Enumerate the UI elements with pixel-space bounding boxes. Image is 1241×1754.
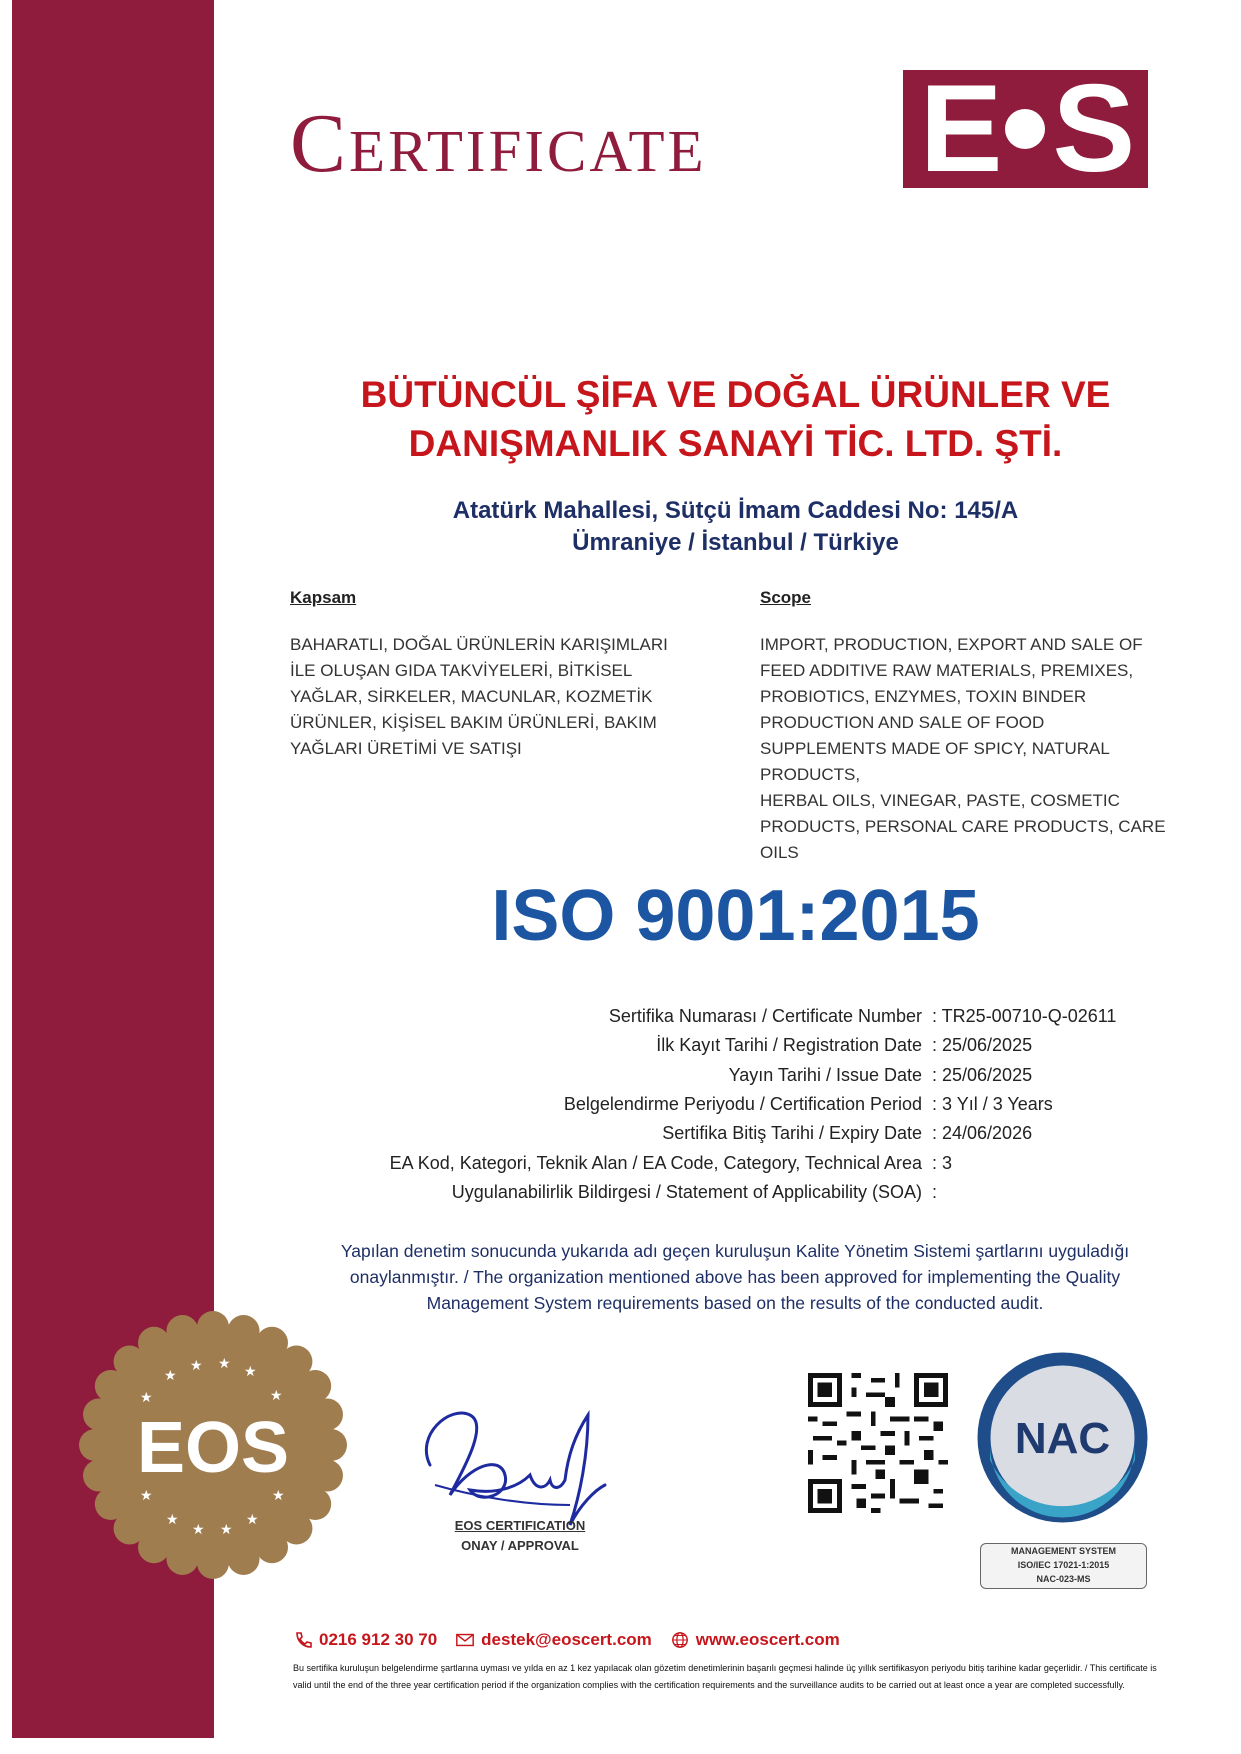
iso-standard: ISO 9001:2015 bbox=[491, 876, 980, 956]
mail-icon bbox=[455, 1631, 475, 1649]
detail-row bbox=[230, 1061, 1230, 1090]
qr-code-icon bbox=[808, 1373, 948, 1513]
detail-value: : 25/06/2025 bbox=[932, 1035, 1033, 1056]
detail-value: : 25/06/2025 bbox=[932, 1064, 1033, 1085]
certificate-details bbox=[230, 1002, 1230, 1207]
svg-text:★: ★ bbox=[272, 1488, 285, 1504]
nac-box-line2: ISO/IEC 17021-1:2015 bbox=[1017, 1560, 1110, 1570]
svg-text:★: ★ bbox=[218, 1356, 231, 1372]
detail-label: İlk Kayıt Tarihi / Registration Date bbox=[656, 1035, 922, 1056]
detail-value: : TR25-00710-Q-02611 bbox=[932, 1006, 1117, 1027]
svg-text:★: ★ bbox=[164, 1368, 177, 1384]
nac-logo-text: NAC bbox=[1014, 1414, 1111, 1463]
certificate-title: Certificate bbox=[290, 97, 707, 190]
detail-value: : 3 Yıl / 3 Years bbox=[932, 1094, 1053, 1115]
fine-print-line1: Bu sertifika kuruluşun belgelendirme şartlarına uyması ve yılda en az 1 kez yapılacak olan gözetim denetimlerinin başarılı geçmesi halinde üç yıllık sertifikasyon periyodu bitiş tarihine kadar geçerlidir. / This certificate is bbox=[293, 1663, 1157, 1673]
detail-label: Belgelendirme Periyodu / Certification Period bbox=[563, 1094, 922, 1115]
seal-scallop bbox=[256, 1531, 288, 1563]
globe-icon bbox=[670, 1631, 690, 1649]
website-url[interactable]: www.eoscert.com bbox=[695, 1630, 840, 1649]
signature-line2: ONAY / APPROVAL bbox=[461, 1538, 579, 1553]
detail-label: Sertifika Bitiş Tarihi / Expiry Date bbox=[662, 1123, 922, 1144]
fine-print bbox=[293, 1660, 1163, 1694]
svg-text:★: ★ bbox=[192, 1522, 205, 1538]
seal-scallop bbox=[299, 1370, 331, 1402]
detail-row bbox=[230, 1148, 1230, 1177]
svg-text:★: ★ bbox=[244, 1364, 257, 1380]
seal-scallop bbox=[79, 1429, 111, 1461]
address-line1: Atatürk Mahallesi, Sütçü İmam Caddesi No: 145/A bbox=[452, 497, 1019, 524]
svg-text:★: ★ bbox=[270, 1388, 283, 1404]
email-contact[interactable] bbox=[455, 1630, 652, 1650]
phone-icon bbox=[293, 1631, 313, 1649]
detail-row bbox=[230, 1090, 1230, 1119]
detail-row bbox=[230, 1178, 1230, 1207]
seal-scallop bbox=[83, 1460, 115, 1492]
address-line2: Ümraniye / İstanbul / Türkiye bbox=[572, 529, 899, 556]
scope-tr-heading: Kapsam bbox=[290, 588, 357, 607]
detail-row bbox=[230, 1031, 1230, 1060]
contact-bar bbox=[293, 1630, 840, 1650]
seal-scallop bbox=[166, 1315, 198, 1347]
detail-value: : 24/06/2026 bbox=[932, 1123, 1033, 1144]
company-name-line2: DANIŞMANLIK SANAYİ TİC. LTD. ŞTİ. bbox=[408, 423, 1063, 464]
nac-box-line3: NAC-023-MS bbox=[1036, 1574, 1091, 1584]
svg-text:★: ★ bbox=[140, 1390, 153, 1406]
seal-scallop bbox=[83, 1398, 115, 1430]
seal-scallop bbox=[315, 1429, 347, 1461]
scope-tr-text: BAHARATLI, DOĞAL ÜRÜNLERİN KARIŞIMLARI İLE OLUŞAN GIDA TAKVİYELERİ, BİTKİSEL YAĞLAR, SİRKELER, MACUNLAR, KOZMETİK ÜRÜNLER, KİŞİSEL BAKIM ÜRÜNLERİ, BAKIM YAĞLARI ÜRETİMİ VE SATIŞI bbox=[290, 635, 668, 758]
statement-line1: Yapılan denetim sonucunda yukarıda adı geçen kuruluşun Kalite Yönetim Sistemi şartlarını uyguladığı bbox=[340, 1241, 1130, 1261]
seal-scallop bbox=[228, 1543, 260, 1575]
phone-number: 0216 912 30 70 bbox=[319, 1630, 438, 1649]
seal-scallop bbox=[138, 1327, 170, 1359]
detail-label: Yayın Tarihi / Issue Date bbox=[728, 1064, 922, 1085]
detail-value: : bbox=[932, 1181, 938, 1202]
approval-statement bbox=[290, 1238, 1180, 1316]
seal-scallop bbox=[197, 1311, 229, 1343]
website-contact[interactable] bbox=[670, 1630, 840, 1650]
phone-contact bbox=[293, 1630, 437, 1650]
seal-scallop bbox=[166, 1543, 198, 1575]
eos-logo: E S bbox=[903, 70, 1148, 188]
seal-scallop bbox=[95, 1488, 127, 1520]
eos-seal-icon bbox=[78, 1310, 348, 1580]
statement-line3: Management System requirements based on the results of the conducted audit. bbox=[426, 1293, 1044, 1313]
detail-row bbox=[230, 1002, 1230, 1031]
seal-scallop bbox=[228, 1315, 260, 1347]
nac-accreditation-icon bbox=[975, 1350, 1150, 1525]
seal-text: EOS bbox=[136, 1408, 290, 1488]
statement-line2: onaylanmıştır. / The organization mentioned above has been approved for implementing the Quality bbox=[349, 1267, 1121, 1287]
email-address[interactable]: destek@eoscert.com bbox=[481, 1630, 652, 1649]
seal-scallop bbox=[311, 1398, 343, 1430]
signature-line1: EOS CERTIFICATION bbox=[454, 1518, 586, 1533]
nac-info-box bbox=[980, 1543, 1147, 1589]
svg-text:★: ★ bbox=[190, 1358, 203, 1374]
scope-en-text: IMPORT, PRODUCTION, EXPORT AND SALE OF FEED ADDITIVE RAW MATERIALS, PREMIXES, PROBIOTICS, ENZYMES, TOXIN BINDER PRODUCTION AND SALE OF FOOD SUPPLEMENTS MADE OF SPICY, NATURAL PRODUCTS, HERBAL OILS, VINEGAR, PASTE, COSMETIC PRODUCTS, PERSONAL CARE PRODUCTS, CARE OILS bbox=[760, 635, 1166, 862]
fine-print-line2: valid until the end of the three year certification period if the organization complies with the certification requirements and the surveillance audits to be carried out at least once a year are completed successfully. bbox=[293, 1680, 1125, 1690]
detail-row bbox=[230, 1119, 1230, 1148]
nac-box-line1: MANAGEMENT SYSTEM bbox=[1010, 1546, 1116, 1556]
company-address bbox=[230, 495, 1241, 559]
seal-scallop bbox=[197, 1547, 229, 1579]
scope-en-heading: Scope bbox=[760, 588, 812, 607]
svg-text:★: ★ bbox=[246, 1512, 259, 1528]
seal-scallop bbox=[311, 1460, 343, 1492]
detail-label: Sertifika Numarası / Certificate Number bbox=[608, 1006, 922, 1027]
svg-text:★: ★ bbox=[166, 1512, 179, 1528]
company-name bbox=[230, 370, 1241, 468]
svg-text:★: ★ bbox=[140, 1488, 153, 1504]
detail-label: Uygulanabilirlik Bildirgesi / Statement of Applicability (SOA) bbox=[451, 1181, 922, 1202]
svg-text:★: ★ bbox=[220, 1522, 233, 1538]
detail-label: EA Kod, Kategori, Teknik Alan / EA Code, Category, Technical Area bbox=[389, 1152, 922, 1173]
detail-value: : 3 bbox=[932, 1152, 953, 1173]
company-name-line1: BÜTÜNCÜL ŞİFA VE DOĞAL ÜRÜNLER VE bbox=[360, 374, 1111, 415]
